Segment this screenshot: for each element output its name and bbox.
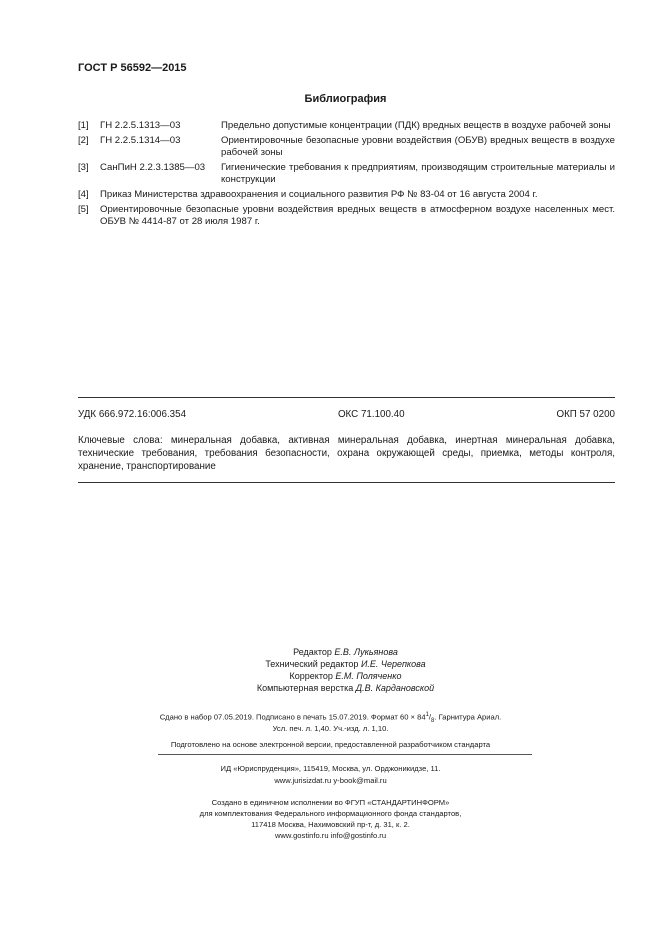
editor-role: Технический редактор	[265, 659, 359, 669]
created-line-3: 117418 Москва, Нахимовский пр-т, д. 31, к. 2.	[251, 820, 410, 829]
keywords: Ключевые слова: минеральная добавка, активная минеральная добавка, инертная минеральная добавка, технические требования, требования безопасности, охрана окружающей среды, приемка, методы контроля, хранение, транспортирование	[78, 435, 615, 472]
okp-code: ОКП 57 0200	[556, 409, 615, 420]
editor-name: Е.В. Лукьянова	[334, 647, 398, 657]
bibliography-entry	[78, 204, 615, 229]
entry-number: [4]	[78, 188, 89, 200]
entry-text: Предельно допустимые концентрации (ПДК) вредных веществ в воздухе рабочей зоны	[221, 120, 611, 131]
classification-row	[78, 409, 615, 420]
udk-code: УДК 666.972.16:006.354	[78, 409, 187, 420]
editor-name: Д.В. Кардановской	[355, 683, 435, 693]
editor-line	[0, 682, 661, 694]
entry-number: [1]	[78, 120, 89, 131]
fraction-numerator: 1	[425, 712, 429, 718]
entry-code: ГН 2.2.5.1313—03	[100, 120, 181, 131]
editor-name: Е.М. Поляченко	[335, 671, 402, 681]
bibliography-entry	[78, 120, 615, 133]
bibliography-entry	[78, 189, 615, 202]
entry-number: [2]	[78, 134, 89, 146]
editor-role: Редактор	[293, 647, 332, 657]
entry-text: Приказ Министерства здравоохранения и социального развития РФ № 83-04 от 16 августа 2004 г.	[100, 188, 538, 200]
top-divider	[78, 397, 615, 398]
entry-text: Гигиенические требования к предприятиям, производящим строительные материалы и конструкции	[221, 161, 615, 186]
editor-role: Компьютерная верстка	[256, 683, 354, 693]
entry-code: СанПиН 2.2.3.1385—03	[100, 161, 206, 173]
print-info-text: Сдано в набор 07.05.2019. Подписано в печать 15.07.2019. Формат 60 × 84	[159, 712, 426, 722]
created-line-4: www.gostinfo.ru info@gostinfo.ru	[274, 831, 387, 840]
entry-text: Ориентировочные безопасные уровни воздействия (ОБУВ) вредных веществ в воздухе рабочей зоны	[221, 134, 615, 159]
editor-line	[0, 658, 661, 670]
standard-header: ГОСТ Р 56592—2015	[78, 62, 187, 74]
created-line-1: Создано в единичном исполнении во ФГУП «СТАНДАРТИНФОРМ»	[211, 798, 450, 807]
created-line-2: для комплектования Федерального информационного фонда стандартов,	[199, 809, 462, 818]
bibliography-entry	[78, 162, 615, 187]
entry-number: [3]	[78, 161, 89, 173]
editor-line	[0, 646, 661, 658]
editors-block	[0, 646, 661, 694]
bibliography-title: Библиография	[304, 93, 387, 105]
imprint-divider	[158, 754, 532, 755]
publisher-contacts: www.jurisizdat.ru y-book@mail.ru	[274, 776, 387, 785]
print-info-line-2: Усл. печ. л. 1,40. Уч.-изд. л. 1,10.	[272, 724, 389, 733]
editor-role: Корректор	[289, 671, 333, 681]
entry-text: Ориентировочные безопасные уровни воздействия вредных веществ в атмосферном воздухе населенных мест. ОБУВ № 4414-87 от 28 июля 1987 г.	[100, 203, 615, 228]
editor-line	[0, 670, 661, 682]
prepared-note: Подготовлено на основе электронной версии, предоставленной разработчиком стандарта	[170, 740, 491, 749]
entry-code: ГН 2.2.5.1314—03	[100, 134, 181, 146]
bibliography-list	[78, 120, 615, 231]
fraction-denominator: 8	[431, 718, 435, 725]
publisher-address: ИД «Юриспруденция», 115419, Москва, ул. Орджоникидзе, 11.	[220, 764, 441, 773]
print-info-typeface: . Гарнитура Ариал.	[434, 712, 502, 722]
oks-code: ОКС 71.100.40	[337, 409, 405, 420]
bottom-divider	[78, 482, 615, 483]
bibliography-entry	[78, 135, 615, 160]
editor-name: И.Е. Черепкова	[360, 659, 426, 669]
print-info-line-1: Сдано в набор 07.05.2019. Подписано в печать 15.07.2019. Формат $60 \times 84^1/_8$. Гарнитура Ариал.	[159, 712, 502, 725]
entry-number: [5]	[78, 203, 89, 215]
